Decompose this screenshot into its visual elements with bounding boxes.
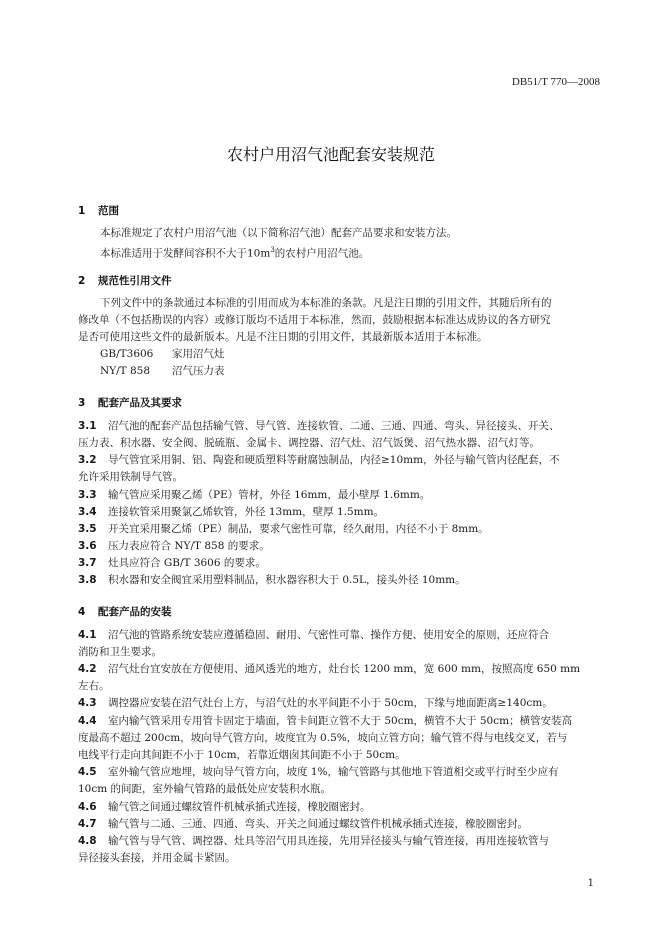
clause-number: 3.8 (78, 574, 97, 586)
document-title: 农村户用沼气池配套安装规范 (226, 145, 435, 164)
scope-paragraph-1: 本标准规定了农村户用沼气池（以下简称沼气池）配套产品要求和安装方法。 (100, 227, 457, 239)
clause-number: 3.5 (78, 523, 97, 535)
clause-3-6 (78, 539, 598, 553)
clause-4-1 (78, 628, 598, 642)
clause-3-1 (78, 419, 598, 433)
clause-text: 导气管宜采用铜、铝、陶瓷和硬质塑料等耐腐蚀制品，内径≥10mm，外径与输气管内径配套，不 (108, 454, 560, 466)
clause-3-2 (78, 453, 598, 467)
clause-number: 4.1 (78, 629, 97, 641)
clause-4-5-cont: 10cm 的间距，室外输气管路的最低处应安装积水瓶。 (78, 783, 332, 795)
scope-p2-text-end: 的农村户用沼气池。 (274, 247, 370, 260)
clause-text: 室内输气管采用专用管卡固定于墙面，管卡间距立管不大于 50cm，横管不大于 50cm；横管安装高 (108, 715, 573, 727)
clause-text: 沼气池的配套产品包括输气管、导气管、连接软管、二通、三通、四通、弯头、异径接头、开关、 (108, 420, 560, 432)
ref-code: GB/T3606 (100, 348, 154, 360)
clause-3-7 (78, 556, 598, 570)
clause-text: 沼气池的管路系统安装应遵循稳固、耐用、气密性可靠、操作方便、使用安全的原则，还应符合 (108, 629, 549, 641)
clause-4-2-cont: 左右。 (78, 680, 110, 692)
scope-p2-superscript: 3 (270, 246, 275, 254)
clause-4-5 (78, 765, 598, 779)
clause-4-7 (78, 817, 598, 831)
clause-number: 3.2 (78, 454, 97, 466)
clause-number: 4.4 (78, 715, 97, 727)
ref-name: 家用沼气灶 (172, 348, 225, 360)
page-number: 1 (587, 878, 594, 889)
clause-4-4-cont: 度最高不超过 200cm，坡向导气管方向，坡度宜为 0.5%，坡向立管方向；输气管不得与电线交叉，若与 (78, 732, 568, 744)
section-number: 2 (78, 275, 86, 287)
clause-text: 连接软管采用聚氯乙烯软管，外径 13mm，壁厚 1.5mm。 (108, 506, 385, 518)
refs-intro-line: 修改单（不包括勘误的内容）或修订版均不适用于本标准，然而，鼓励根据本标准达成协议的各方研究 (78, 314, 551, 326)
standard-code: DB51/T 770—2008 (511, 76, 600, 88)
refs-intro-line: 是否可使用这些文件的最新版本。凡是不注日期的引用文件，其最新版本适用于本标准。 (78, 331, 488, 343)
clause-number: 3.3 (78, 489, 97, 501)
scope-paragraph-2 (100, 243, 620, 261)
clause-3-5 (78, 522, 598, 536)
clause-4-3 (78, 696, 598, 710)
clause-number: 4.8 (78, 835, 97, 847)
clause-3-4 (78, 505, 598, 519)
clause-4-2 (78, 662, 598, 676)
clause-text: 输气管与二通、三通、四通、弯头、开关之间通过螺纹管件机械承插式连接，橡胶圈密封。 (108, 818, 528, 830)
clause-text: 开关宜采用聚乙烯（PE）制品，要求气密性可靠，经久耐用，内径不小于 8mm。 (108, 523, 489, 535)
clause-number: 3.6 (78, 540, 97, 552)
clause-4-1-cont: 消防和卫生要求。 (78, 646, 162, 658)
clause-number: 4.5 (78, 766, 97, 778)
section-number: 3 (78, 397, 86, 409)
scope-p2-text: 本标准适用于发酵间容积不大于10m (100, 247, 271, 260)
clause-4-8 (78, 834, 598, 848)
clause-text: 压力表应符合 NY/T 858 的要求。 (108, 540, 270, 552)
section-2-heading (78, 273, 172, 288)
clause-3-8 (78, 573, 598, 587)
clause-3-1-cont: 压力表、积水器、安全阀、脱硫瓶、金属卡、调控器、沼气灶、沼气饭煲、沼气热水器、沼气灯等。 (78, 437, 540, 449)
ref-item-ny858 (100, 364, 620, 378)
clause-text: 灶具应符合 GB/T 3606 的要求。 (108, 557, 266, 569)
section-title: 配套产品的安装 (98, 606, 172, 618)
ref-item-gb3606 (100, 347, 620, 361)
clause-text: 调控器应安装在沼气灶台上方，与沼气灶的水平间距不小于 50cm，下缘与地面距离≥140cm。 (108, 697, 553, 709)
clause-number: 4.2 (78, 663, 97, 675)
section-title: 配套产品及其要求 (98, 397, 182, 409)
ref-name: 沼气压力表 (172, 365, 225, 377)
clause-4-4 (78, 714, 598, 728)
clause-3-3 (78, 488, 598, 502)
clause-number: 4.3 (78, 697, 97, 709)
section-4-heading (78, 604, 172, 619)
clause-3-2-cont: 允许采用铁制导气管。 (78, 471, 183, 483)
section-number: 4 (78, 606, 86, 618)
clause-text: 输气管应采用聚乙烯（PE）管材，外径 16mm，最小壁厚 1.6mm。 (108, 489, 431, 501)
clause-number: 4.7 (78, 818, 97, 830)
section-3-heading (78, 395, 182, 410)
clause-text: 输气管之间通过螺纹管件机械承插式连接，橡胶圈密封。 (108, 801, 371, 813)
section-title: 规范性引用文件 (98, 275, 172, 287)
clause-number: 3.7 (78, 557, 97, 569)
section-1-heading (78, 203, 119, 218)
section-title: 范围 (98, 205, 119, 217)
clause-4-6 (78, 800, 598, 814)
clause-4-4-cont: 电线平行走向其间距不小于 10cm，若靠近烟囱其间距不小于 50cm。 (78, 749, 406, 761)
section-number: 1 (78, 205, 86, 217)
clause-text: 室外输气管应地埋，坡向导气管方向，坡度 1%，输气管路与其他地下管道相交或平行时至少应有 (108, 766, 559, 778)
clause-text: 输气管与导气管、调控器、灶具等沼气用具连接，先用异径接头与输气管连接，再用连接软管与 (108, 835, 549, 847)
clause-text: 沼气灶台宜安放在方便使用、通风透光的地方，灶台长 1200 mm，宽 600 mm，按照高度 650 mm (108, 663, 581, 675)
clause-text: 积水器和安全阀宜采用塑料制品，积水器容积大于 0.5L，接头外径 10mm。 (108, 574, 466, 586)
clause-number: 3.4 (78, 506, 97, 518)
clause-number: 3.1 (78, 420, 97, 432)
clause-4-8-cont: 异径接头套接，并用金属卡紧固。 (78, 852, 236, 864)
ref-code: NY/T 858 (100, 365, 151, 377)
clause-number: 4.6 (78, 801, 97, 813)
refs-intro-line: 下列文件中的条款通过本标准的引用而成为本标准的条款。凡是注日期的引用文件，其随后所有的 (100, 297, 552, 309)
